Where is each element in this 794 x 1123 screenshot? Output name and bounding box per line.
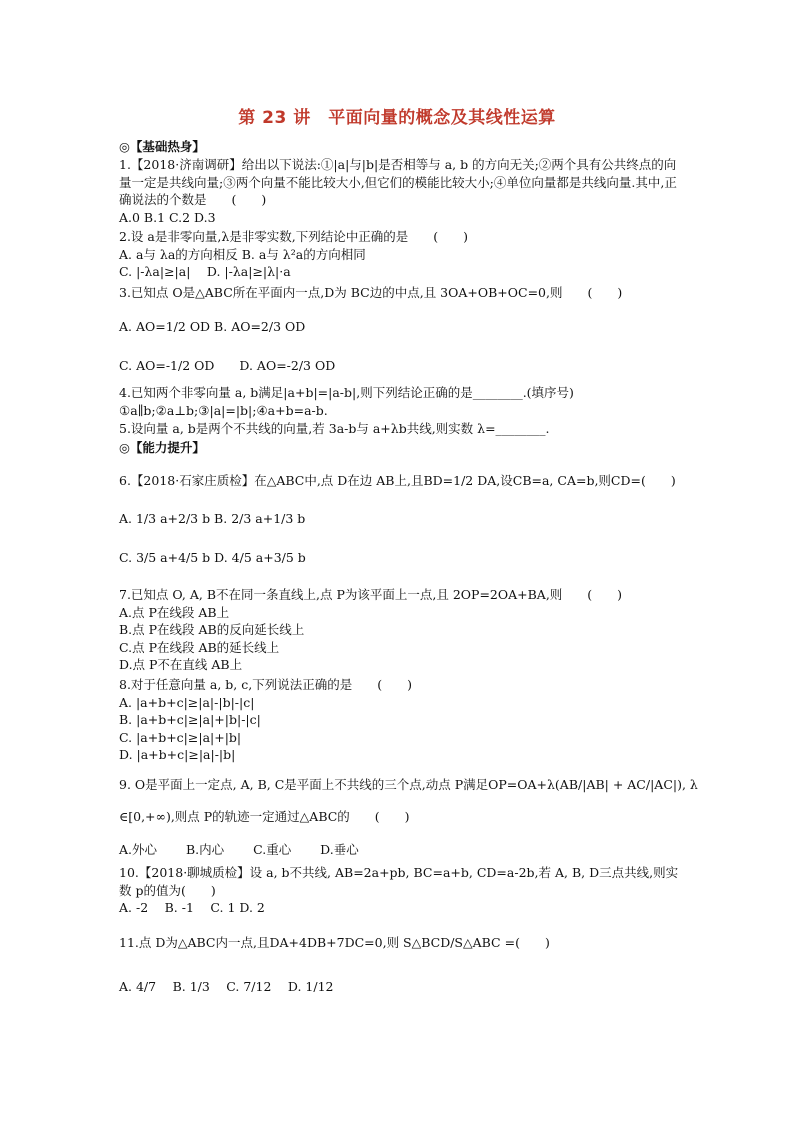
question-7-option-b: B.点 P在线段 AB的反向延长线上 xyxy=(119,622,305,637)
question-11-options: A. 4/7 B. 1/3 C. 7/12 D. 1/12 xyxy=(119,978,334,994)
question-10 xyxy=(119,864,679,917)
question-7-option-a: A.点 P在线段 AB上 xyxy=(119,604,230,620)
question-10-text: 10.【2018·聊城质检】设 a, b不共线, AB=2a+pb, BC=a+b, CD=a-2b,若 A, B, D三点共线,则实数 p的值为( ) xyxy=(119,865,679,898)
section-ability-improvement: ◎【能力提升】 xyxy=(119,440,205,455)
question-4-options: ①a∥b;②a⊥b;③|a|=|b|;④a+b=a-b. xyxy=(119,402,328,418)
question-4 xyxy=(119,384,679,419)
question-7-text: 7.已知点 O, A, B不在同一条直线上,点 P为该平面上一点,且 2OP=2OA+BA,则 ( ) xyxy=(119,587,623,602)
question-2-options-ab: A. a与 λa的方向相反 B. a与 λ²a的方向相同 xyxy=(119,246,366,262)
question-6-options-ab: A. 1/3 a+2/3 b B. 2/3 a+1/3 b xyxy=(119,510,306,526)
question-8-option-a: A. |a+b+c|≥|a|-|b|-|c| xyxy=(119,694,255,710)
question-3-options-cd: C. AO=-1/2 OD D. AO=-2/3 OD xyxy=(119,358,336,373)
page-title: 第 23 讲 平面向量的概念及其线性运算 xyxy=(238,108,556,128)
question-11 xyxy=(119,934,679,995)
question-4-text: 4.已知两个非零向量 a, b满足|a+b|=|a-b|,则下列结论正确的是________.(填序号) xyxy=(119,385,574,400)
question-8-option-c: C. |a+b+c|≥|a|+|b| xyxy=(119,729,242,745)
question-9 xyxy=(119,776,698,859)
section-basic-warmup: ◎【基础热身】 xyxy=(119,139,205,154)
question-9-text-line2: ∈[0,+∞),则点 P的轨迹一定通过△ABC的 ( ) xyxy=(119,808,410,824)
question-1-text: 1.【2018·济南调研】给出以下说法:①|a|与|b|是否相等与 a, b 的方向无关;②两个具有公共终点的向量一定是共线向量;③两个向量不能比较大小,但它们的模能比较大小;④单位向量都是共线向量.其中,正确说法的个数是 ( ) xyxy=(119,157,677,207)
question-1-options: A.0 B.1 C.2 D.3 xyxy=(119,209,216,225)
question-10-options: A. -2 B. -1 C. 1 D. 2 xyxy=(119,900,265,915)
question-7 xyxy=(119,586,679,674)
question-6-text: 6.【2018·石家庄质检】在△ABC中,点 D在边 AB上,且BD=1/2 DA,设CB=a, CA=b,则CD=( ) xyxy=(119,473,676,488)
question-6 xyxy=(119,472,679,567)
question-2 xyxy=(119,228,679,281)
question-1 xyxy=(119,156,679,226)
question-3-options-ab: A. AO=1/2 OD B. AO=2/3 OD xyxy=(119,318,306,334)
question-5 xyxy=(119,420,679,438)
question-9-options: A.外心 B.内心 C.重心 D.垂心 xyxy=(119,842,359,857)
question-3 xyxy=(119,284,679,375)
question-9-text-line1: 9. O是平面上一定点, A, B, C是平面上不共线的三个点,动点 P满足OP=OA+λ(AB/|AB| + AC/|AC|), λ xyxy=(119,777,698,792)
question-5-text: 5.设向量 a, b是两个不共线的向量,若 3a-b与 a+λb共线,则实数 λ=________. xyxy=(119,421,550,436)
question-3-text: 3.已知点 O是△ABC所在平面内一点,D为 BC边的中点,且 3OA+OB+OC=0,则 ( ) xyxy=(119,285,623,300)
question-7-option-d: D.点 P不在直线 AB上 xyxy=(119,657,243,672)
question-8-option-b: B. |a+b+c|≥|a|+|b|-|c| xyxy=(119,712,261,727)
question-7-option-c: C.点 P在线段 AB的延长线上 xyxy=(119,639,280,655)
question-8-text: 8.对于任意向量 a, b, c,下列说法正确的是 ( ) xyxy=(119,677,412,692)
question-8-option-d: D. |a+b+c|≥|a|-|b| xyxy=(119,747,236,762)
question-8 xyxy=(119,676,679,764)
question-2-text: 2.设 a是非零向量,λ是非零实数,下列结论中正确的是 ( ) xyxy=(119,229,468,244)
question-2-options-cd: C. |-λa|≥|a| D. |-λa|≥|λ|·a xyxy=(119,264,291,279)
question-11-text: 11.点 D为△ABC内一点,且DA+4DB+7DC=0,则 S△BCD/S△ABC =( ) xyxy=(119,935,550,950)
question-6-options-cd: C. 3/5 a+4/5 b D. 4/5 a+3/5 b xyxy=(119,550,306,565)
